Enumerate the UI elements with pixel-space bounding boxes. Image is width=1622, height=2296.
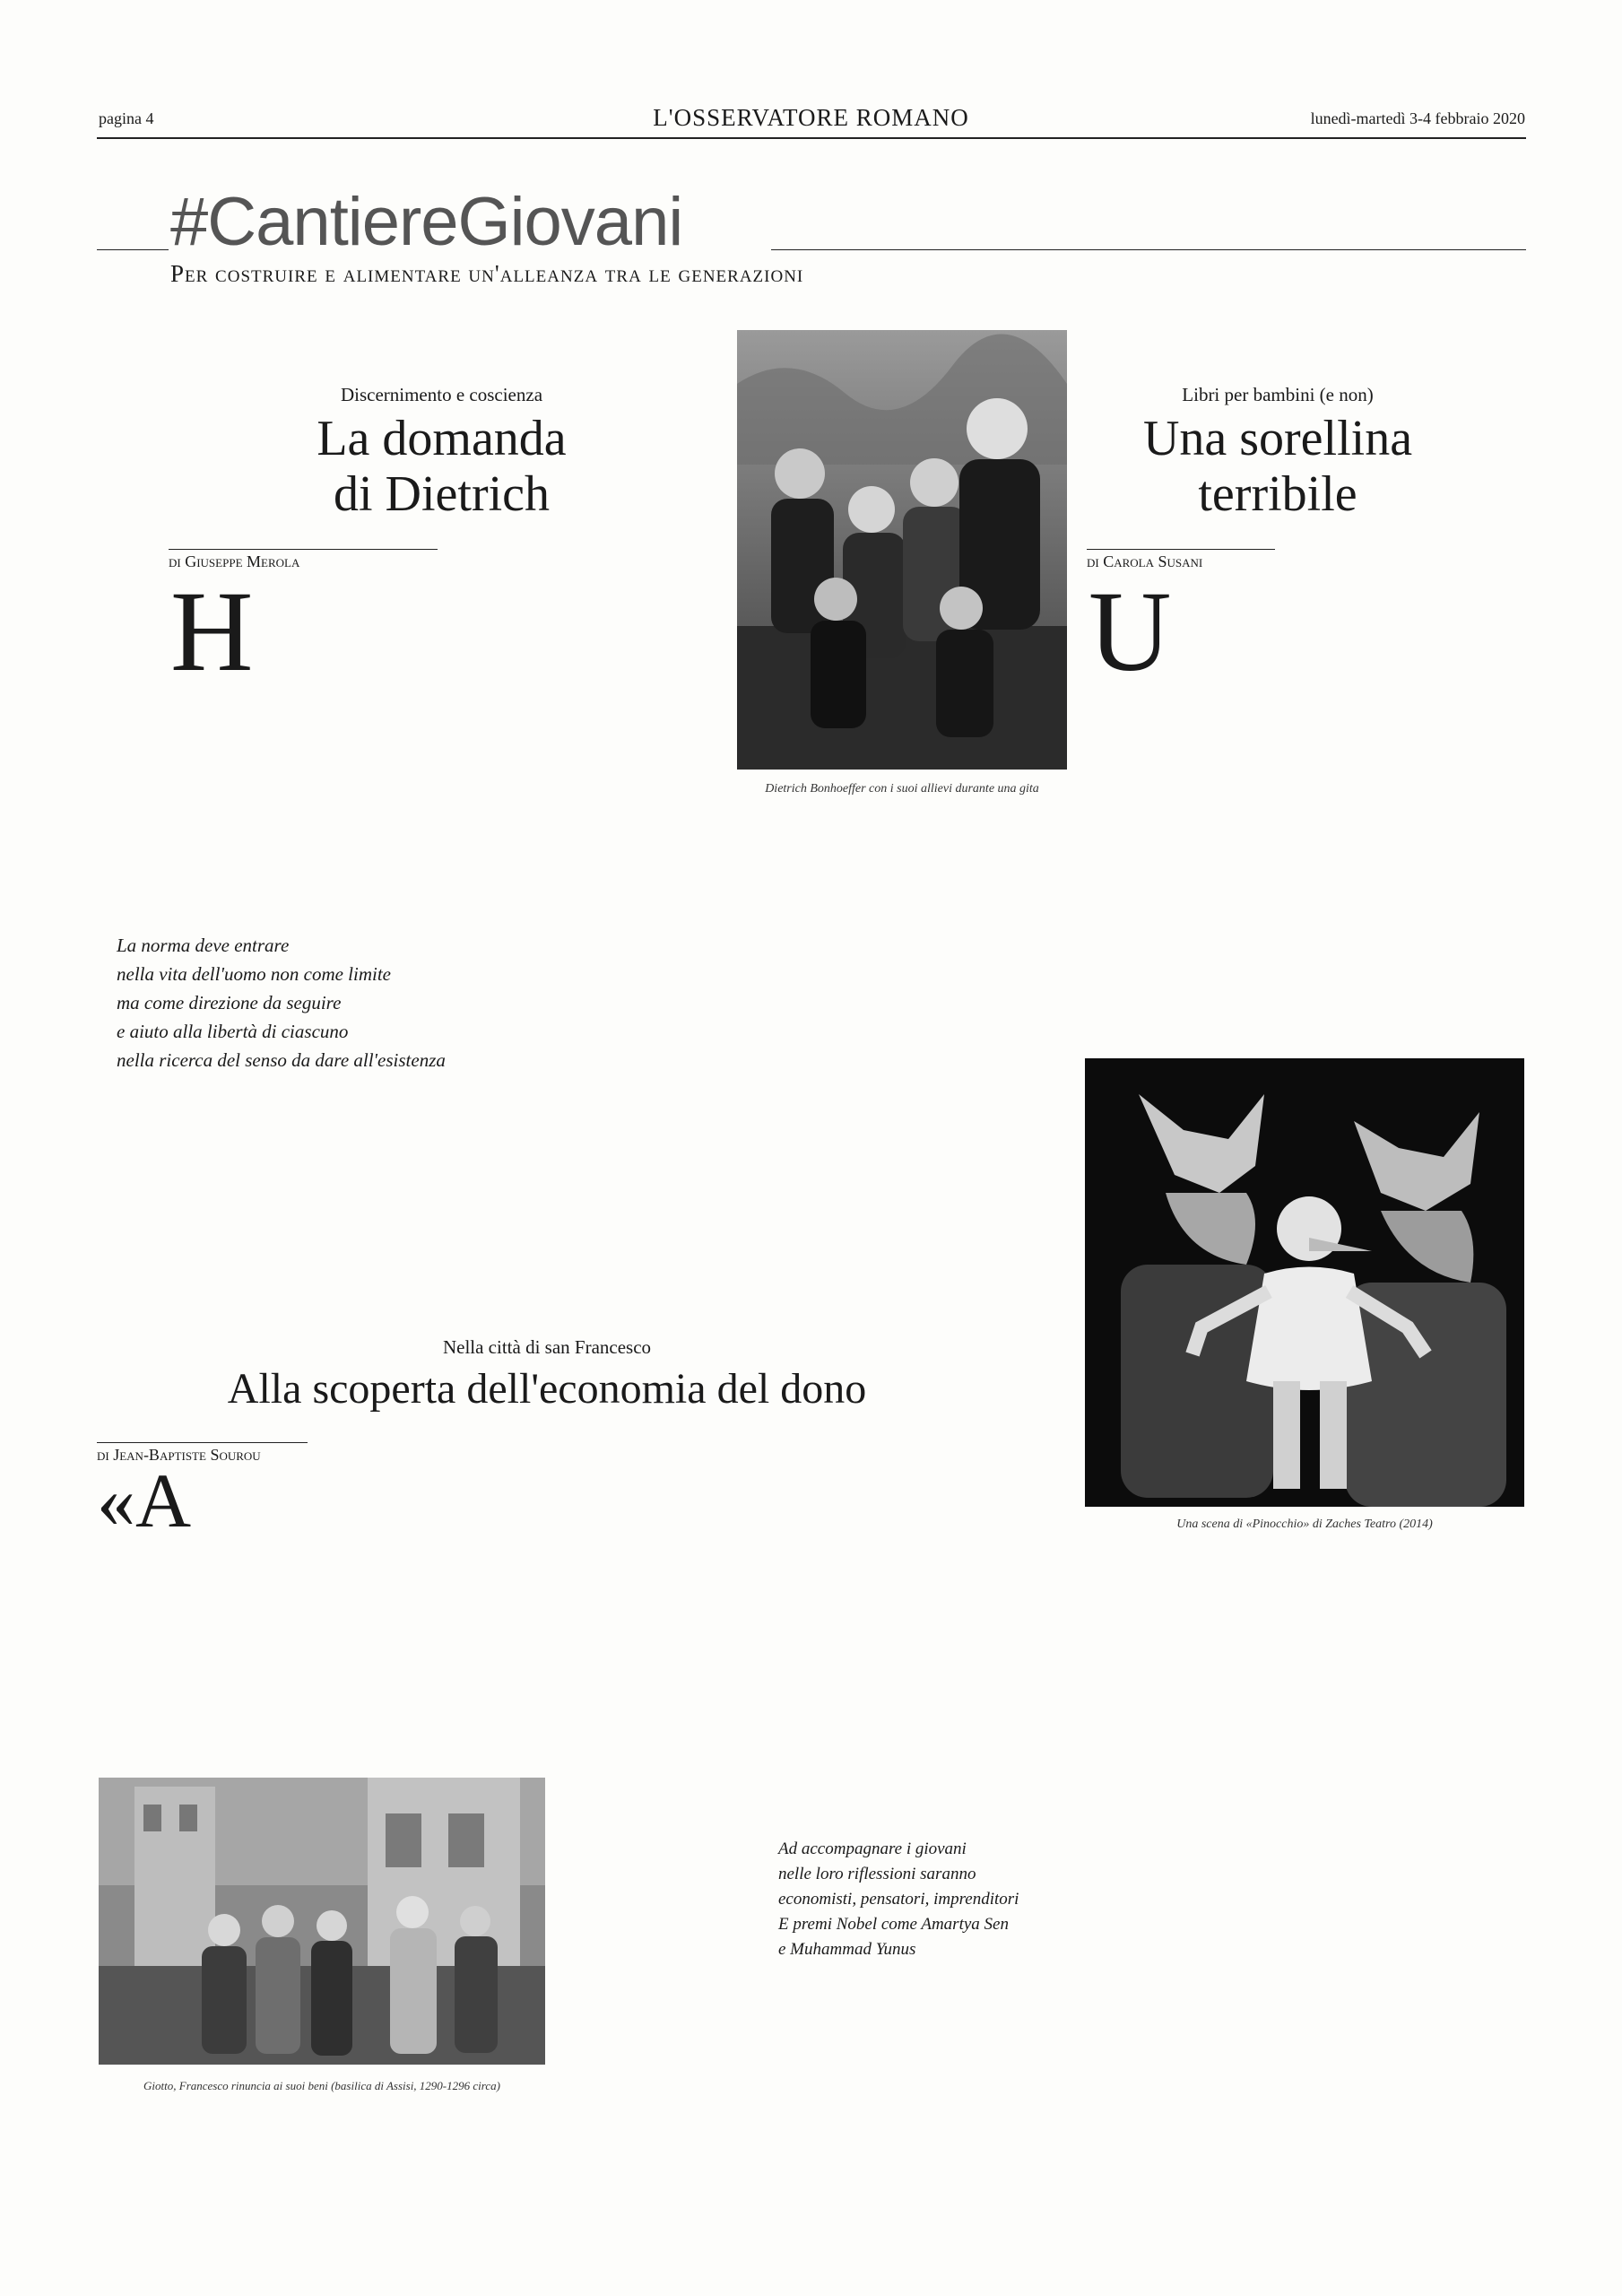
pull-quote-line: nelle loro riflessioni saranno [778,1865,976,1883]
dietrich-drop-cap: H [170,568,254,695]
page-number: pagina 4 [99,109,154,127]
sorellina-headline-line1: Una sorellina [1142,411,1413,466]
pull-quote-line: e Muhammad Yunus [778,1940,916,1959]
dietrich-pull-quote [117,931,457,1074]
pull-quote-line: E premi Nobel come Amartya Sen [778,1915,1009,1934]
economia-byline-rule [97,1442,308,1443]
dietrich-headline-line2: di Dietrich [333,466,551,522]
header-rule [97,137,1526,139]
bonhoeffer-photo [737,330,1067,770]
economia-headline: Alla scoperta dell'economia del dono [227,1365,867,1413]
pinocchio-caption: Una scena di «Pinocchio» di Zaches Teatro (2014) [1176,1518,1433,1531]
sorellina-headline-line2: terribile [1198,466,1357,522]
pinocchio-photo [1085,1058,1524,1507]
pull-quote-line: nella ricerca del senso da dare all'esistenza [117,1049,446,1071]
sorellina-byline: di Carola Susani [1087,552,1203,570]
economia-drop-cap: «A [97,1457,192,1544]
brand-rule-left [97,249,169,250]
economia-pull-quote [778,1837,1047,1962]
section-tagline: Per costruire e alimentare un'alleanza tra le generazioni [170,260,804,287]
dietrich-byline-rule [169,549,438,550]
brand-rule-right [771,249,1526,250]
issue-date: lunedì-martedì 3-4 febbraio 2020 [1310,109,1525,127]
sorellina-headline [1085,411,1470,522]
dietrich-headline-line1: La domanda [317,411,567,466]
pull-quote-line: economisti, pensatori, imprenditori [778,1890,1019,1909]
bonhoeffer-caption: Dietrich Bonhoeffer con i suoi allievi durante una gita [765,782,1039,796]
sorellina-kicker: Libri per bambini (e non) [1182,384,1374,405]
giotto-fresco [99,1778,545,2065]
pull-quote-line: e aiuto alla libertà di ciascuno [117,1021,349,1042]
economia-byline: di Jean-Baptiste Sourou [97,1446,261,1464]
sorellina-drop-cap: U [1089,568,1172,695]
sorellina-byline-rule [1087,549,1275,550]
economia-kicker: Nella città di san Francesco [442,1336,652,1358]
dietrich-kicker: Discernimento e coscienza [340,384,543,405]
newspaper-masthead: L'OSSERVATORE ROMANO [653,104,969,131]
dietrich-byline: di Giuseppe Merola [169,552,300,570]
pull-quote-line: ma come direzione da seguire [117,992,342,1013]
dietrich-headline [211,411,672,522]
section-brand: #CantiereGiovani [170,184,683,260]
giotto-caption: Giotto, Francesco rinuncia ai suoi beni (basilica di Assisi, 1290-1296 circa) [143,2079,500,2092]
pull-quote-line: nella vita dell'uomo non come limite [117,963,392,985]
pull-quote-line: Ad accompagnare i giovani [778,1839,967,1858]
pull-quote-line: La norma deve entrare [117,935,290,956]
